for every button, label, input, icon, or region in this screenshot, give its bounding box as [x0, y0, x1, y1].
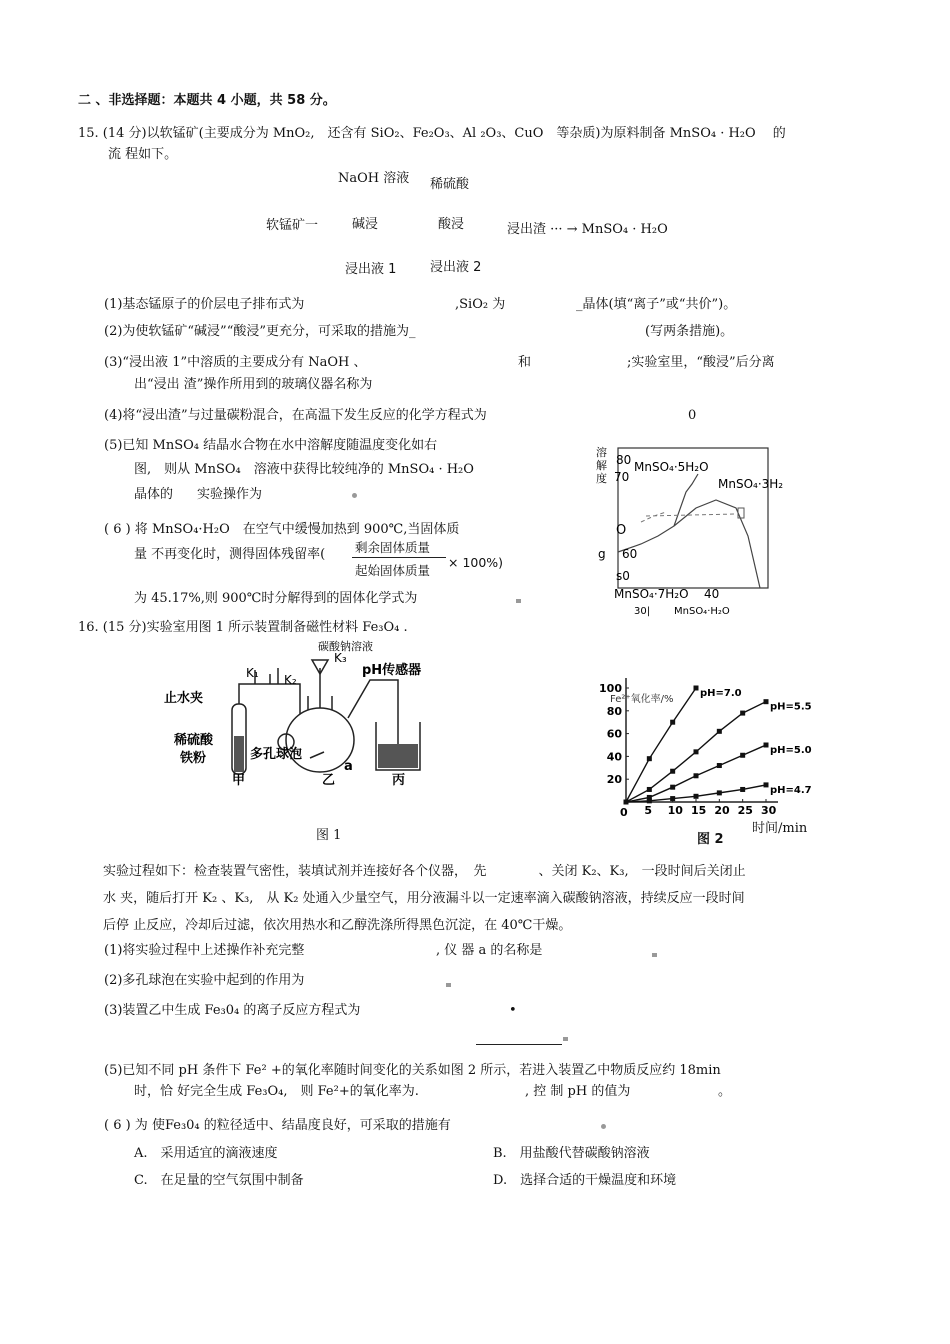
flow-raw-material: 软锰矿一	[266, 218, 319, 233]
label-mnso4-7h2o: MnSO₄·7H₂O	[614, 587, 689, 601]
x-tick-label: 10	[667, 804, 683, 817]
flow-filtrate-2: 浸出液 2	[430, 260, 482, 275]
figure1-caption: 图 1	[316, 828, 342, 843]
q15-part1-a: (1)基态锰原子的价层电子排布式为	[104, 297, 305, 312]
label-mnso4-5h2o: MnSO₄·5H₂O	[634, 460, 709, 474]
figure2-caption: 图 2	[697, 832, 724, 847]
fraction-tail: × 100%)	[448, 555, 504, 570]
q15-part3-c: ;实验室里，“酸浸”后分离	[627, 355, 775, 370]
fraction-numerator: 剩余固体质量	[355, 540, 431, 555]
data-point	[670, 785, 675, 790]
label-ph-sensor: pH传感器	[362, 663, 422, 678]
data-point	[624, 800, 629, 805]
fraction-bar	[352, 557, 446, 558]
q15-part2-b: (写两条措施)。	[645, 324, 734, 339]
chart-tick-70: 70	[614, 470, 630, 484]
q15-part5-line1: (5)已知 MnSO₄ 结晶水合物在水中溶解度随温度变化如右	[104, 438, 438, 453]
data-point	[647, 787, 652, 792]
data-point	[694, 794, 699, 799]
chart2-xlabel: 时间/min	[752, 821, 808, 836]
chart-tick-80: 80	[616, 453, 632, 467]
q15-stem-line1: 15. (14 分)以软锰矿(主要成分为 MnO₂, 还含有 SiO₂、Fe₂O₃、Al ₂O₃、CuO 等杂质)为原料制备 MnSO₄ · H₂O 的	[78, 126, 786, 141]
label-yi: 乙	[322, 773, 336, 788]
option-b: B. 用盐酸代替碳酸钠溶液	[493, 1146, 650, 1161]
solubility-chart-svg	[596, 444, 784, 617]
data-point	[740, 711, 745, 716]
answer-mark	[446, 983, 451, 987]
q16-part3-dot: •	[509, 1003, 517, 1018]
q16-part6: ( 6 ) 为 使Fe₃0₄ 的粒径适中、结晶度良好，可采取的措施有	[104, 1118, 451, 1133]
q15-part5-line3b: 实验操作为	[197, 487, 263, 502]
fraction-denominator: 起始固体质量	[355, 563, 431, 578]
q15-part3-b: 和	[518, 355, 532, 370]
q15-part5-line3a: 晶体的	[134, 487, 174, 502]
data-point	[694, 749, 699, 754]
curve-3h2o	[674, 500, 760, 588]
y-tick-label: 20	[606, 773, 622, 787]
data-point	[670, 769, 675, 774]
q16-part1-b: , 仪 器 a 的名称是	[436, 943, 543, 958]
q15-part4-a: (4)将“浸出渣”与过量碳粉混合，在高温下发生反应的化学方程式为	[104, 408, 487, 423]
q15-part6-line3: 为 45.17%,则 900℃时分解得到的固体化学式为	[134, 591, 418, 606]
q15-part6-line2: 量 不再变化时，测得固体残留率(	[134, 547, 326, 562]
label-bing: 丙	[392, 773, 406, 788]
x-tick-label: 15	[691, 804, 707, 817]
x-tick-label: 30	[761, 804, 777, 817]
chart-ylabel-2: 解	[596, 459, 607, 472]
series-label: pH=5.5	[770, 701, 812, 713]
section-title: 二 、非选择题：本题共 4 小题，共 58 分。	[78, 93, 336, 108]
series-line	[626, 688, 696, 802]
outlet-tube	[348, 680, 398, 744]
apparatus-svg	[160, 640, 450, 790]
data-point	[764, 743, 769, 748]
label-k1: K₁	[246, 666, 259, 680]
answer-mark	[516, 599, 521, 603]
answer-mark	[563, 1037, 568, 1041]
y-tick-label: 100	[599, 682, 622, 695]
q15-part3-a: (3)“浸出液 1”中溶质的主要成分有 NaOH 、	[104, 355, 367, 370]
option-c: C. 在足量的空气氛围中制备	[134, 1173, 304, 1188]
chart-ylabel-1: 溶	[596, 446, 607, 459]
series-label: pH=5.0	[770, 745, 812, 756]
data-point	[740, 787, 745, 792]
label-mnso4-h2o: MnSO₄·H₂O	[674, 606, 730, 617]
q16-part5-line2c: 。	[718, 1084, 732, 1099]
q15-part5-line2: 图, 则从 MnSO₄ 溶液中获得比较纯净的 MnSO₄ · H₂O	[134, 462, 474, 477]
q16-part5-line1: (5)已知不同 pH 条件下 Fe² +的氧化率随时间变化的关系如图 2 所示，若进入装置乙中物质反应约 18min	[104, 1063, 721, 1078]
series-label: pH=4.7	[770, 784, 812, 796]
label-acid: 稀硫酸	[174, 733, 214, 748]
flow-residue-product: 浸出渣 ··· → MnSO₄ · H₂O	[507, 222, 668, 237]
chart-ylabel: Fe²⁺氧化率/%	[610, 694, 674, 705]
q16-part2: (2)多孔球泡在实验中起到的作用为	[104, 973, 305, 988]
chart-tick-40: 40	[704, 587, 720, 601]
q16-part3: (3)装置乙中生成 Fe₃0₄ 的离子反应方程式为	[104, 1003, 361, 1018]
chart-tick-30: 30|	[634, 606, 651, 617]
data-point	[647, 756, 652, 761]
q16-proc-line1: 实验过程如下：检查装置气密性，装填试剂并连接好各个仪器， 先 、关闭 K₂、K₃, 一段时间后关闭止	[103, 864, 746, 879]
answer-dot	[352, 493, 357, 498]
y-tick-label: 80	[606, 704, 622, 718]
data-point	[717, 790, 722, 795]
data-point	[694, 773, 699, 778]
porous-bubbler-tube	[310, 752, 324, 758]
flow-filtrate-1: 浸出液 1	[345, 262, 397, 277]
data-point	[717, 763, 722, 768]
chart-tick-s0: s0	[616, 569, 630, 583]
label-k3: K₃	[334, 651, 347, 665]
y-tick-label: 60	[606, 727, 622, 741]
data-point	[764, 782, 769, 787]
curve-mark	[738, 508, 744, 518]
label-mnso4-3h2o: MnSO₄·3H₂	[718, 477, 784, 491]
answer-dot	[601, 1124, 606, 1129]
data-point	[764, 699, 769, 704]
chart-ylabel-3: 度	[596, 472, 607, 485]
q16-stem: 16. (15 分)实验室用图 1 所示装置制备磁性材料 Fe₃O₄ .	[78, 620, 408, 635]
iron-powder	[234, 736, 244, 772]
apparatus-figure	[160, 640, 450, 790]
chart-tick-o: O	[616, 523, 627, 538]
label-clamp: 止水夹	[164, 691, 204, 706]
flow-reagent-acid: 稀硫酸	[430, 177, 470, 192]
x-tick-label: 25	[737, 804, 753, 817]
q16-proc-line3: 后停 止反应，冷却后过滤，依次用热水和乙醇洗涤所得黑色沉淀，在 40℃干燥。	[103, 918, 572, 933]
flow-step-acid-leach: 酸浸	[438, 217, 465, 232]
data-point	[694, 686, 699, 691]
x-tick-label: 5	[644, 804, 652, 817]
q15-part1-c: _晶体(填“离子”或“共价”)。	[576, 297, 737, 312]
q16-part5-line2b: , 控 制 pH 的值为	[525, 1084, 631, 1099]
chart-tick-g: g	[598, 547, 606, 561]
solubility-chart	[596, 444, 784, 617]
q16-part1-a: (1)将实验过程中上述操作补充完整	[104, 943, 305, 958]
beaker-liquid	[378, 744, 418, 768]
flow-reagent-naoh: NaOH 溶液	[338, 171, 410, 186]
answer-line	[476, 1044, 562, 1045]
y-tick-label: 40	[606, 750, 622, 764]
curve-5h2o	[618, 474, 698, 552]
q15-stem-line2: 流 程如下。	[108, 147, 178, 162]
label-a: a	[344, 759, 353, 774]
q15-part6-line1: ( 6 ) 将 MnSO₄·H₂O 在空气中缓慢加热到 900℃,当固体质	[104, 522, 460, 537]
data-point	[740, 753, 745, 758]
q15-part2-a: (2)为使软锰矿“碱浸”“酸浸”更充分，可采取的措施为_	[104, 324, 416, 339]
option-d: D. 选择合适的干燥温度和环境	[493, 1173, 677, 1188]
answer-mark	[652, 953, 657, 957]
data-point	[647, 798, 652, 803]
data-point	[670, 720, 675, 725]
q16-proc-line2: 水 夹，随后打开 K₂ 、K₃, 从 K₂ 处通入少量空气，用分液漏斗以一定速率滴入碳酸钠溶液，持续反应一段时间	[103, 891, 745, 906]
q15-part4-b: 0	[688, 408, 697, 423]
option-a: A. 采用适宜的滴液速度	[134, 1146, 278, 1161]
label-iron: 铁粉	[180, 751, 207, 766]
label-k2: K₂	[284, 673, 297, 687]
q15-part1-b: ,SiO₂ 为	[455, 297, 506, 312]
label-jia: 甲	[232, 773, 246, 788]
series-label: pH=7.0	[700, 688, 742, 699]
data-point	[670, 796, 675, 801]
q15-part3-line2: 出“浸出 渣”操作所用到的玻璃仪器名称为	[134, 377, 373, 392]
x-tick-label: 20	[714, 804, 730, 817]
label-bubbler: 多孔球泡	[250, 747, 303, 762]
flow-step-alkali-leach: 碱浸	[352, 217, 379, 232]
q16-part5-line2a: 时，恰 好完全生成 Fe₃O₄, 则 Fe²+的氧化率为.	[134, 1084, 419, 1099]
label-na2co3: 碳酸钠溶液	[318, 640, 373, 653]
x-origin: 0	[620, 806, 628, 819]
data-point	[717, 729, 722, 734]
chart-tick-60: 60	[622, 547, 638, 561]
